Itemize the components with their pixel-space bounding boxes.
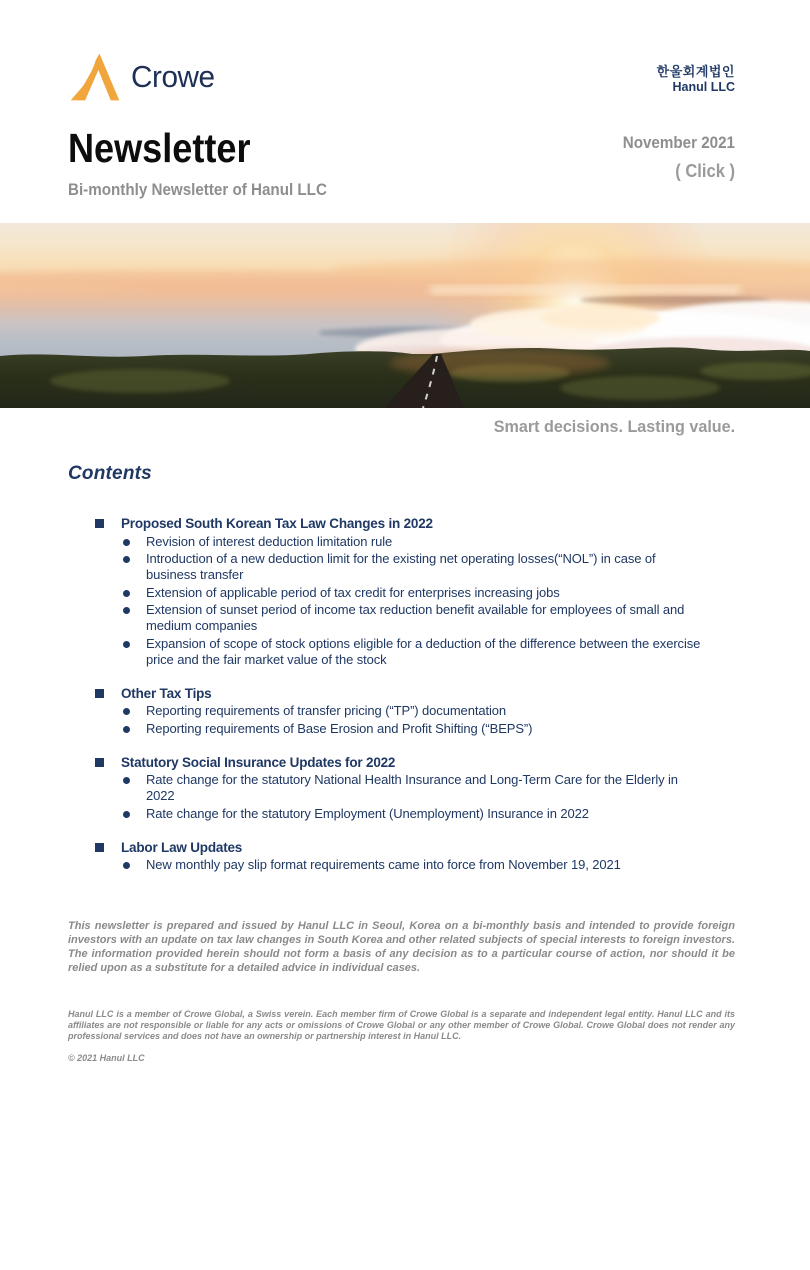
click-link[interactable]: ( Click ) bbox=[675, 161, 735, 181]
toc-item-text: Introduction of a new deduction limit for the existing net operating losses(“NOL”) in case of business transfer bbox=[146, 551, 656, 582]
circle-bullet-icon bbox=[123, 641, 130, 648]
toc-section-title: Other Tax Tips bbox=[121, 685, 212, 701]
circle-bullet-icon bbox=[123, 811, 130, 818]
firm-name-block bbox=[657, 64, 735, 96]
copyright: © 2021 Hanul LLC bbox=[68, 1053, 145, 1063]
hero-image bbox=[0, 223, 810, 408]
contents-heading: Contents bbox=[68, 463, 152, 484]
toc-section-header bbox=[68, 516, 735, 532]
toc-item bbox=[68, 772, 735, 804]
circle-bullet-icon bbox=[123, 726, 130, 733]
table-of-contents bbox=[68, 516, 735, 873]
page-title: Newsletter bbox=[68, 125, 251, 171]
toc-item bbox=[68, 636, 735, 668]
toc-section-header bbox=[68, 840, 735, 856]
toc-section-title: Labor Law Updates bbox=[121, 839, 243, 855]
toc-section-title: Proposed South Korean Tax Law Changes in 2022 bbox=[121, 516, 433, 531]
title-left bbox=[68, 125, 349, 200]
square-bullet-icon bbox=[95, 519, 104, 528]
square-bullet-icon bbox=[95, 689, 104, 698]
title-row bbox=[0, 102, 810, 200]
toc-item-text: Rate change for the statutory Employment (Unemployment) Insurance in 2022 bbox=[146, 805, 589, 821]
title-right bbox=[613, 134, 735, 182]
toc-item bbox=[68, 721, 735, 737]
circle-bullet-icon bbox=[123, 708, 130, 715]
toc-item-text: Rate change for the statutory National Health Insurance and Long-Term Care for the Elderly in 2022 bbox=[146, 772, 678, 803]
page-subtitle: Bi-monthly Newsletter of Hanul LLC bbox=[68, 181, 327, 199]
issue-date: November 2021 bbox=[622, 134, 735, 152]
circle-bullet-icon bbox=[123, 556, 130, 563]
toc-item-text: Expansion of scope of stock options eligible for a deduction of the difference between the exercise price and the fair market value of the stock bbox=[146, 635, 701, 667]
toc-section bbox=[68, 840, 735, 874]
circle-bullet-icon bbox=[123, 862, 130, 869]
circle-bullet-icon bbox=[123, 607, 130, 614]
contents-block bbox=[0, 463, 810, 873]
circle-bullet-icon bbox=[123, 539, 130, 546]
toc-item bbox=[68, 534, 735, 550]
toc-item bbox=[68, 551, 735, 583]
toc-section-header bbox=[68, 755, 735, 771]
toc-section bbox=[68, 686, 735, 737]
toc-item bbox=[68, 703, 735, 719]
square-bullet-icon bbox=[95, 758, 104, 767]
hero-art bbox=[0, 223, 810, 408]
header-row bbox=[0, 0, 810, 102]
toc-item bbox=[68, 602, 735, 634]
toc-item-text: New monthly pay slip format requirements came into force from November 19, 2021 bbox=[146, 857, 621, 872]
firm-name-korean: 한울회계법인 bbox=[656, 64, 735, 79]
circle-bullet-icon bbox=[123, 590, 130, 597]
square-bullet-icon bbox=[95, 843, 104, 852]
tagline bbox=[0, 408, 810, 437]
toc-section bbox=[68, 755, 735, 822]
footer bbox=[0, 919, 810, 1063]
tagline-text: Smart decisions. Lasting value. bbox=[493, 417, 735, 436]
disclaimer-secondary: Hanul LLC is a member of Crowe Global, a Swiss verein. Each member firm of Crowe Global is a separate and independent legal entity. Hanul LLC and its affiliates are not responsible or liable for any acts or omissions of Crowe Global or any other member of Crowe Global. Crowe Global does not render any professional services and does not have an ownership or partnership interest in Hanul LLC. bbox=[68, 1009, 735, 1041]
crowe-logo-text: Crowe bbox=[131, 59, 215, 94]
toc-section-header bbox=[68, 686, 735, 702]
toc-item-text: Extension of applicable period of tax credit for enterprises increasing jobs bbox=[146, 584, 560, 600]
toc-section bbox=[68, 516, 735, 668]
toc-item-text: Extension of sunset period of income tax reduction benefit available for employees of small and medium companies bbox=[146, 602, 685, 633]
toc-item bbox=[68, 806, 735, 822]
toc-item-text: Revision of interest deduction limitation rule bbox=[146, 533, 393, 549]
toc-item bbox=[68, 585, 735, 601]
crowe-mountain-icon bbox=[68, 52, 122, 102]
crowe-logo bbox=[68, 52, 218, 102]
disclaimer-primary: This newsletter is prepared and issued by Hanul LLC in Seoul, Korea on a bi-monthly basis and intended to provide foreign investors with an update on tax law changes in South Korea and other related subjects of special interests to foreign investors. The information provided herein should not form a basis of any decision as to a particular course of action, nor should it be relied upon as a substitute for a detailed advice in individual cases. bbox=[68, 920, 735, 974]
circle-bullet-icon bbox=[123, 777, 130, 784]
toc-item-text: Reporting requirements of Base Erosion and Profit Shifting (“BEPS”) bbox=[146, 720, 533, 736]
toc-item bbox=[68, 857, 735, 873]
toc-item-text: Reporting requirements of transfer pricing (“TP”) documentation bbox=[146, 703, 507, 718]
toc-section-title: Statutory Social Insurance Updates for 2022 bbox=[121, 754, 396, 770]
firm-name-english: Hanul LLC bbox=[672, 80, 735, 95]
